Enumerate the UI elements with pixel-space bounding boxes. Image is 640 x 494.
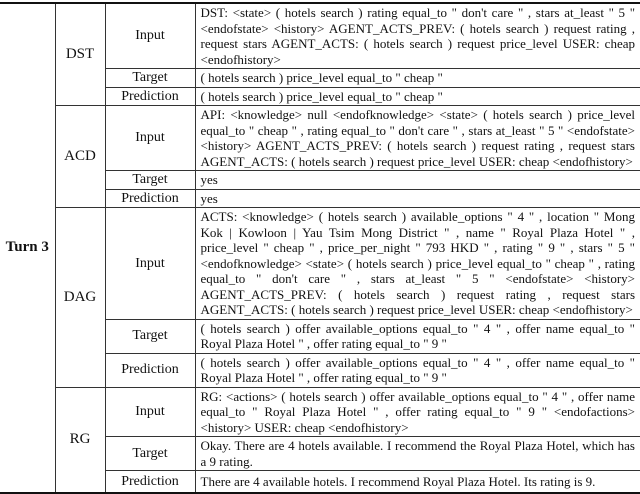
table-row [0, 106, 640, 171]
field-label: Target [105, 437, 195, 471]
task-label: RG [55, 387, 105, 493]
input-cell: ACTS: <knowledge> ( hotels search ) available_options " 4 " , location " Mong Kok | Kowloon | Yau Tsim Mong District " , name " Royal Plaza Hotel " , price_level " cheap " , price_per_night " 793 HKD " , rating " 9 " , stars " 5 " <endofknowledge> <state> ( hotels search ) price_level equal_to " cheap " , rating equal_to " don't care " , stars at_least " 5 " <endofstate> <history> AGENT_ACTS_PREV: ( hotels search ) request rating , request stars AGENT_ACTS: ( hotels search ) request price_level USER: cheap <endofhistory> [195, 208, 640, 320]
turn-label: Turn 3 [0, 3, 55, 493]
field-label: Prediction [105, 353, 195, 387]
input-cell: DST: <state> ( hotels search ) rating equal_to " don't care " , stars at_least " 5 " <endofstate> <history> AGENT_ACTS_PREV: ( hotels search ) request rating , request stars AGENT_ACTS: ( hotels search ) request price_level USER: cheap <endofhistory> [195, 3, 640, 69]
field-label: Input [105, 208, 195, 320]
input-cell: API: <knowledge> null <endofknowledge> <state> ( hotels search ) price_level equal_to " cheap " , rating equal_to " don't care " , stars at_least " 5 " <endofstate> <history> AGENT_ACTS_PREV: ( hotels search ) request rating , request stars AGENT_ACTS: ( hotels search ) request price_level USER: cheap <endofhistory> [195, 106, 640, 171]
target-cell: Okay. There are 4 hotels available. I recommend the Royal Plaza Hotel, which has a 9 rating. [195, 437, 640, 471]
target-cell: ( hotels search ) price_level equal_to " cheap " [195, 69, 640, 88]
input-cell: RG: <actions> ( hotels search ) offer available_options equal_to " 4 " , offer name equal_to " Royal Plaza Hotel " , offer rating equal_to " 9 " <endofactions> <history> USER: cheap <endofhistory> [195, 387, 640, 437]
prediction-cell: ( hotels search ) price_level equal_to " cheap " [195, 87, 640, 106]
prediction-cell: There are 4 available hotels. I recommend Royal Plaza Hotel. Its rating is 9. [195, 471, 640, 493]
task-label: ACD [55, 106, 105, 208]
target-cell: yes [195, 171, 640, 190]
prediction-cell: yes [195, 189, 640, 208]
task-label: DAG [55, 208, 105, 388]
field-label: Prediction [105, 87, 195, 106]
field-label: Prediction [105, 189, 195, 208]
table-row [0, 3, 640, 69]
field-label: Prediction [105, 471, 195, 493]
field-label: Target [105, 171, 195, 190]
field-label: Input [105, 3, 195, 69]
table-row [0, 208, 640, 320]
prediction-cell: ( hotels search ) offer available_options equal_to " 4 " , offer name equal_to " Royal Plaza Hotel " , offer rating equal_to " 9 " [195, 353, 640, 387]
field-label: Input [105, 106, 195, 171]
field-label: Input [105, 387, 195, 437]
target-cell: ( hotels search ) offer available_options equal_to " 4 " , offer name equal_to " Royal Plaza Hotel " , offer rating equal_to " 9 " [195, 319, 640, 353]
field-label: Target [105, 69, 195, 88]
field-label: Target [105, 319, 195, 353]
table-row [0, 387, 640, 437]
task-label: DST [55, 3, 105, 106]
example-table [0, 2, 640, 494]
